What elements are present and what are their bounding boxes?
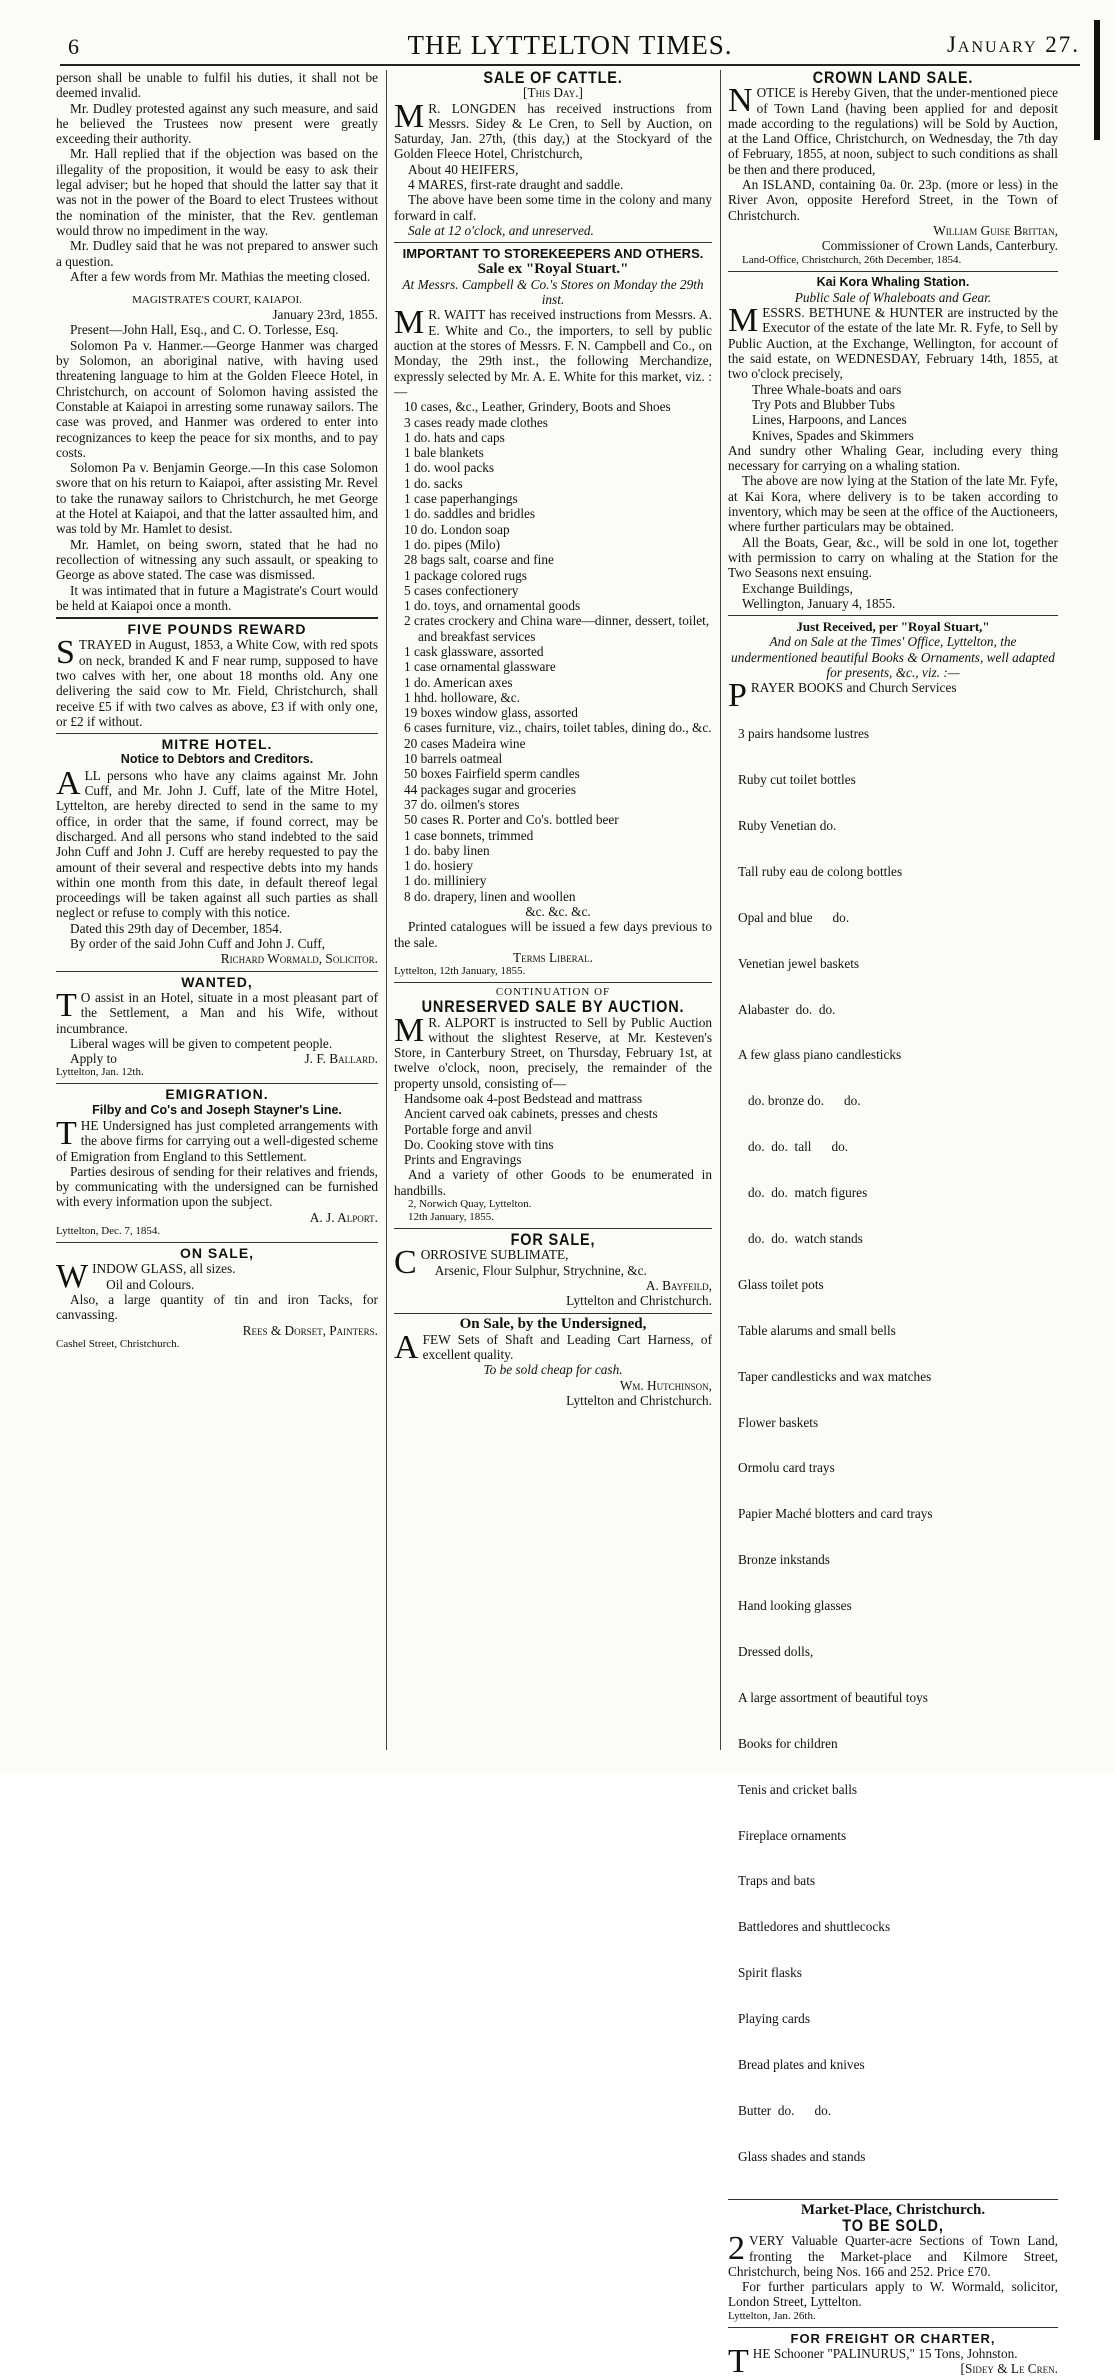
emigration-signature: A. J. Alport. — [309, 1209, 378, 1225]
page-edge-bar — [1094, 20, 1100, 140]
list-item: Try Pots and Blubber Tubs — [752, 396, 895, 412]
report-paragraph: person shall be unable to fulfil his duties, it shall not be deemed invalid. — [56, 70, 378, 101]
cattle-line-2: 4 MARES, first-rate draught and saddle. — [408, 177, 624, 193]
books-list — [728, 696, 1058, 2195]
list-item: Traps and bats — [738, 1873, 816, 1889]
list-item: 1 do. sacks — [404, 475, 463, 491]
masthead — [60, 28, 1080, 58]
emigration-subheading: Filby and Co's and Joseph Stayner's Line. — [92, 1102, 342, 1117]
list-item: Alabaster do. do. — [738, 1001, 836, 1017]
emigration-place: Lyttelton, Dec. 7, 1854. — [56, 1225, 161, 1238]
court-paragraph: Solomon Pa v. Benjamin George.—In this case Solomon swore that on his return to Kaiapoi, after assisting Mr. Revel to take the runaway sailors to Christchurch, he met George at the Hotel at Kaiapoi, and that the latter assaulted him, and was told by Mr. Hamlet to desist. — [56, 460, 378, 537]
list-item: 1 do. pipes (Milo) — [404, 536, 501, 552]
list-item: Do. Cooking stove with tins — [404, 1136, 554, 1152]
forsale-line-1: ORROSIVE SUBLIMATE, — [420, 1247, 569, 1263]
list-item: Papier Maché blotters and card trays — [738, 1506, 933, 1522]
list-item: 2 crates crockery and China ware—dinner, dessert, toilet, and breakfast services — [404, 613, 710, 644]
list-item: 1 hhd. holloware, &c. — [404, 689, 520, 705]
whaling-place-1: Exchange Buildings, — [742, 580, 853, 596]
report-paragraph: Mr. Dudley protested against any such measure, and said he believed the Trustees now present were greatly exceeding their authority. — [56, 100, 378, 147]
forsale-name: A. Bayfeild, — [645, 1277, 712, 1293]
list-item: Opal and blue do. — [738, 909, 850, 925]
list-item: 1 bale blankets — [404, 445, 484, 461]
store-heading: IMPORTANT TO STOREKEEPERS AND OTHERS. — [402, 246, 704, 262]
list-item: 20 cases Madeira wine — [404, 735, 526, 751]
market-body: VERY Valuable Quarter-acre Sections of Town Land, fronting the Market-place and Kilmore Street, Christchurch, being Nos. 166 and 252. Price £70. — [728, 2233, 1058, 2279]
list-item: 1 do. toys, and ornamental goods — [404, 598, 581, 614]
court-present: Present—John Hall, Esq., and C. O. Torlesse, Esq. — [70, 322, 339, 338]
column-divider — [386, 70, 387, 1750]
list-item: 50 cases R. Porter and Co's. bottled beer — [404, 812, 619, 828]
whaling-sub: Public Sale of Whaleboats and Gear. — [794, 289, 992, 305]
list-item: Hand looking glasses — [738, 1598, 852, 1614]
list-item: 1 cask glassware, assorted — [404, 643, 544, 659]
dropcap: T — [56, 986, 77, 1024]
list-item: Ancient carved oak cabinets, presses and chests — [404, 1106, 658, 1122]
mitre-heading: MITRE HOTEL. — [161, 736, 273, 753]
crown-place: Land-Office, Christchurch, 26th December, 1854. — [742, 253, 962, 266]
magistrates-court — [56, 294, 378, 613]
list-item: Portable forge and anvil — [404, 1121, 532, 1137]
list-item: do. do. tall do. — [738, 1139, 849, 1155]
onsale-line-1: INDOW GLASS, all sizes. — [92, 1261, 236, 1277]
mitre-dated: Dated this 29th day of December, 1854. — [70, 920, 283, 936]
court-paragraph: Mr. Hamlet, on being sworn, stated that he had no recollection of witnessing any such assault, or speaking to George as above stated. The case was dismissed. — [56, 536, 378, 583]
list-item: 44 packages sugar and groceries — [404, 781, 577, 797]
merchandise-list — [394, 399, 712, 919]
wanted-body: O assist in an Hotel, situate in a most pleasant part of the Settlement, a Man and his Wife, without incumbrance. — [56, 989, 378, 1036]
for-sale-advert — [394, 1232, 712, 1308]
dropcap: W — [56, 1258, 89, 1296]
crown-name: William Guise Brittan, — [933, 222, 1058, 238]
report-paragraph: Mr. Hall replied that if the objection was based on the illegality of the proposition, it would be easy to ask their legal adviser; but he hoped that should the latter say that it was not in the power of the Board to elect Trustees without the nomination of the minister, that the Rev. gentleman would throw no impediment in the way. — [56, 146, 378, 238]
list-item: Knives, Spades and Skimmers — [752, 427, 914, 443]
onsale-signature: Rees & Dorset, Painters. — [242, 1322, 378, 1338]
freight-heading: FOR FREIGHT OR CHARTER, — [790, 2330, 996, 2346]
list-item: 1 package colored rugs — [404, 567, 527, 583]
whaling-advert — [728, 275, 1058, 612]
page-number: 6 — [68, 34, 79, 59]
list-item: 1 do. baby linen — [404, 842, 490, 858]
list-item: 1 do. wool packs — [404, 460, 495, 476]
list-item: Bronze inkstands — [738, 1552, 830, 1568]
list-item: A large assortment of beautiful toys — [738, 1689, 928, 1705]
emigration-body-2: Parties desirous of sending for their relatives and friends, by communicating with the undersigned can be furnished with every information upon the subject. — [56, 1163, 378, 1210]
cattle-sub: [This Day.] — [523, 85, 583, 101]
list-item: 10 barrels oatmeal — [404, 751, 503, 767]
store-terms: Terms Liberal. — [513, 949, 593, 965]
list-item: 8 do. drapery, linen and woollen — [404, 888, 576, 904]
list-item: Fireplace ornaments — [738, 1827, 847, 1843]
list-item: 10 cases, &c., Leather, Grindery, Boots and Shoes — [404, 399, 671, 415]
list-item: Spirit flasks — [738, 1965, 802, 1981]
wanted-wages: Liberal wages will be given to competent people. — [70, 1035, 333, 1051]
issue-date: January 27. — [946, 32, 1080, 57]
crown-island: An ISLAND, containing 0a. 0r. 23p. (more or less) in the River Avon, opposite Hereford Street, in the Town of Christchurch. — [728, 177, 1058, 223]
dropcap: A — [56, 764, 81, 802]
list-item: 1 do. hats and caps — [404, 429, 505, 445]
freight-advert — [728, 2330, 1058, 2380]
dropcap: M — [728, 302, 759, 340]
dropcap: T — [56, 1115, 77, 1152]
list-item: 6 cases furniture, viz., chairs, toilet tables, dining do., &c. — [404, 720, 712, 736]
harness-advert — [394, 1317, 712, 1409]
mitre-order: By order of the said John Cuff and John J. Cuff, — [70, 936, 326, 952]
mitre-subheading: Notice to Debtors and Creditors. — [120, 752, 314, 767]
list-item: Playing cards — [738, 2011, 811, 2027]
books-heading: Just Received, per "Royal Stuart," — [796, 619, 990, 635]
list-item: Butter do. do. — [738, 2102, 832, 2118]
dropcap: A — [394, 1328, 419, 1366]
auction-body: R. ALPORT is instructed to Sell by Public Auction without the slightest Reserve, at Mr. Kesteven's Store, in Canterbury Street, on Thursday, February 1st, at twelve o'clock, noon, precisely, the remainder of the property unsold, consisting of— — [394, 1014, 712, 1091]
list-item: 3 pairs handsome lustres — [738, 726, 870, 742]
mitre-hotel-advert — [56, 737, 378, 966]
whaling-body-3: The above are now lying at the Station of the late Mr. Fyfe, at Kai Kora, where delivery is to be taken according to inventory, which may be seen at the office of the Auctioneers, where further particulars may be obtained. — [728, 473, 1058, 535]
store-catalogues: Printed catalogues will be issued a few days previous to the sale. — [394, 919, 712, 950]
onsale-line-2: Oil and Colours. — [106, 1276, 195, 1292]
emigration-heading: EMIGRATION. — [165, 1086, 269, 1103]
cattle-line-1: About 40 HEIFERS, — [408, 161, 519, 177]
list-item: 50 boxes Fairfield sperm candles — [404, 766, 580, 782]
list-item: Ormolu card trays — [738, 1460, 835, 1476]
list-item: do. bronze do. do. — [738, 1093, 861, 1109]
window-glass-advert — [56, 1246, 378, 1351]
dropcap: P — [728, 677, 747, 715]
list-item: Flower baskets — [738, 1414, 819, 1430]
list-item: 1 do. milliniery — [404, 873, 487, 889]
forsale-line-2: Arsenic, Flour Sulphur, Strychnine, &c. — [434, 1262, 647, 1278]
wanted-place: Lyttelton, Jan. 12th. — [56, 1066, 144, 1079]
market-heading: Market-Place, Christchurch. — [800, 2201, 986, 2218]
board-report — [56, 70, 378, 284]
dropcap: M — [394, 97, 425, 135]
list-item: do. do. watch stands — [738, 1230, 863, 1246]
list-item: Ruby Venetian do. — [738, 817, 837, 833]
whaling-list — [728, 382, 1058, 443]
list-item: 37 do. oilmen's stores — [404, 796, 520, 812]
list-item: 1 case ornamental glassware — [404, 659, 556, 675]
market-place: Lyttelton, Jan. 26th. — [728, 2309, 816, 2322]
list-item: 5 cases confectionery — [404, 582, 519, 598]
market-sub: TO BE SOLD, — [842, 2215, 944, 2235]
store-place: Lyttelton, 12th January, 1855. — [394, 965, 526, 978]
list-item: Three Whale-boats and oars — [752, 381, 902, 397]
list-item: 1 do. American axes — [404, 674, 513, 690]
whaling-body-2: And sundry other Whaling Gear, including every thing necessary for carrying on a whaling station. — [728, 442, 1058, 474]
dropcap: 2 — [728, 2230, 745, 2268]
auction-kicker: CONTINUATION OF — [495, 986, 611, 999]
whaling-body-4: All the Boats, Gear, &c., will be sold in one lot, together with permission to carry on whaling at the Station for the Two Seasons next ensuing. — [728, 534, 1058, 581]
list-item: Battledores and shuttlecocks — [738, 1919, 891, 1935]
freight-agent: [Sidey & Le Cren. — [960, 2361, 1058, 2377]
reward-heading: FIVE POUNDS REWARD — [127, 621, 307, 638]
column-3 — [728, 68, 1058, 2380]
dropcap: T — [728, 2343, 749, 2380]
dropcap: M — [394, 1011, 425, 1049]
books-sub: And on Sale at the Times' Office, Lyttelton, the undermentioned beautiful Books & Ornaments, well adapted for presents, &c., viz. :— — [731, 634, 1055, 680]
list-item: Books for children — [738, 1735, 838, 1751]
market-place-advert — [728, 2203, 1058, 2323]
storekeepers-advert — [394, 246, 712, 978]
list-item: 10 do. London soap — [404, 521, 510, 537]
mitre-signature: Richard Wormald, Solicitor. — [220, 951, 378, 967]
list-item: Ruby cut toilet bottles — [738, 772, 856, 788]
list-item: 1 case bonnets, trimmed — [404, 827, 534, 843]
list-item: 19 boxes window glass, assorted — [404, 705, 578, 721]
onsale-heading: ON SALE, — [179, 1245, 255, 1262]
wanted-advert — [56, 975, 378, 1080]
dropcap: N — [728, 82, 753, 120]
list-item: A few glass piano candlesticks — [738, 1047, 902, 1063]
column-2 — [394, 70, 712, 1408]
list-item: Dressed dolls, — [738, 1643, 814, 1659]
report-paragraph: After a few words from Mr. Mathias the meeting closed. — [70, 268, 371, 284]
list-item: Taper candlesticks and wax matches — [738, 1368, 932, 1384]
dropcap: M — [394, 304, 425, 342]
onsale-body: Also, a large quantity of tin and iron Tacks, for canvassing. — [56, 1291, 378, 1323]
harness-name: Wm. Hutchinson, — [619, 1377, 712, 1393]
unreserved-auction-advert — [394, 986, 712, 1224]
list-item: Tall ruby eau de colong bottles — [738, 863, 903, 879]
list-item: Prints and Engravings — [404, 1152, 522, 1168]
auction-body-2: And a variety of other Goods to be enumerated in handbills. — [394, 1167, 712, 1198]
reward-advert — [56, 622, 378, 729]
list-item: 1 do. hosiery — [404, 858, 474, 874]
report-paragraph: Mr. Dudley said that he was not prepared to answer such a question. — [56, 238, 378, 269]
whaling-body: ESSRS. BETHUNE & HUNTER are instructed by the Executor of the estate of the late Mr. R. Fyfe, to Sell by Public Auction, at the Exchange, Wellington, for account of the said estate, on WEDNESDAY, February 14th, 1855, at two o'clock precisely, — [728, 305, 1058, 382]
dropcap: C — [394, 1244, 417, 1282]
store-body: R. WAITT has received instructions from Messrs. A. E. White and Co., the importers, to sell by public auction at the stores of Messrs. F. N. Campbell and Co., on Monday, the 29th inst., the following Merchandize, expressly selected by Mr. A. E. White for this market, viz. :— — [394, 307, 712, 399]
cattle-body-2: The above have been some time in the colony and many forward in calf. — [394, 192, 712, 223]
list-item: 3 cases ready made clothes — [404, 414, 548, 430]
crown-body: OTICE is Hereby Given, that the under-mentioned piece of Town Land (having been applied for and deposit made according to the regulations) will be Sold by Auction, at the Land Office, Christchurch, on Wednesday, the 7th day of February, 1855, at noon, subject to such conditions as shall be then and there produced, — [728, 85, 1058, 177]
store-sale-ex: Sale ex "Royal Stuart." — [477, 260, 629, 277]
forsale-heading: FOR SALE, — [510, 1230, 596, 1250]
cattle-sale-time: Sale at 12 o'clock, and unreserved. — [408, 222, 594, 238]
whaling-place-2: Wellington, January 4, 1855. — [742, 595, 896, 611]
newspaper-title: THE LYTTELTON TIMES. — [407, 30, 733, 60]
auction-date: 12th January, 1855. — [408, 1211, 495, 1224]
masthead-rule — [60, 64, 1080, 66]
crown-title: Commissioner of Crown Lands, Canterbury. — [821, 238, 1058, 254]
list-item: Tenis and cricket balls — [738, 1781, 858, 1797]
market-apply: For further particulars apply to W. Wormald, solicitor, London Street, Lyttelton. — [728, 2279, 1058, 2310]
list-item: 1 do. saddles and bridles — [404, 506, 536, 522]
wanted-apply: Apply to — [70, 1051, 117, 1067]
list-item: do. do. match figures — [738, 1185, 868, 1201]
court-paragraph: It was intimated that in future a Magistrate's Court would be held at Kaiapoi once a month. — [56, 582, 378, 613]
emigration-advert — [56, 1087, 378, 1238]
list-item: Glass shades and stands — [738, 2148, 866, 2164]
freight-body: HE Schooner "PALINURUS," 15 Tons, Johnston. — [752, 2346, 1018, 2362]
list-item: 28 bags salt, coarse and fine — [404, 552, 554, 568]
mitre-body: LL persons who have any claims against Mr. John Cuff, and Mr. John J. Cuff, late of the Mitre Hotel, Lyttelton, are hereby directed to send in the same to my office, in order that the same, if found correct, may be discharged. And all persons who stand indebted to the said John Cuff and John J. Cuff are hereby requested to pay the amount of their several and respective debts into my hands within one month from this date, in default thereof legal proceedings will be taken against all such parties as shall neglect or refuse to comply with this notice. — [56, 767, 378, 921]
dropcap: S — [56, 634, 75, 672]
list-item: Handsome oak 4-post Bedstead and mattrass — [404, 1091, 643, 1106]
forsale-place: Lyttelton and Christchurch. — [566, 1293, 712, 1309]
store-at: At Messrs. Campbell & Co.'s Stores on Monday the 29th inst. — [402, 276, 704, 308]
auction-place: 2, Norwich Quay, Lyttelton. — [408, 1198, 532, 1211]
auction-heading: UNRESERVED SALE BY AUCTION. — [421, 997, 685, 1017]
wanted-name: J. F. Ballard. — [304, 1051, 378, 1067]
list-item: Glass toilet pots — [738, 1276, 824, 1292]
crown-heading: CROWN LAND SALE. — [812, 68, 974, 87]
harness-heading: On Sale, by the Undersigned, — [459, 1315, 647, 1332]
list-item: 1 case paperhangings — [404, 491, 518, 507]
books-line-1: RAYER BOOKS and Church Services — [750, 680, 957, 696]
harness-body: FEW Sets of Shaft and Leading Cart Harness, of excellent quality. — [422, 1331, 712, 1363]
harness-cheap: To be sold cheap for cash. — [483, 1362, 623, 1378]
column-1 — [56, 70, 378, 1351]
wanted-heading: WANTED, — [181, 973, 253, 990]
whaling-heading: Kai Kora Whaling Station. — [816, 274, 970, 289]
court-paragraph: Solomon Pa v. Hanmer.—George Hanmer was charged by Solomon, an aboriginal native, with having used threatening language to him at the Golden Fleece Hotel, in Christchurch, on account of Solomon having assisted the Constable at Kaiapoi in arresting some runaway sailors. The case was proved, and Hanmer was ordered to enter into recognizances to keep the peace for six months, and to pay costs. — [56, 337, 378, 460]
court-date: January 23rd, 1855. — [272, 307, 378, 323]
emigration-body: HE Undersigned has just completed arrangements with the above firms for carrying out a well-digested scheme of Emigration from England to this Settlement. — [56, 1118, 378, 1164]
cattle-advert — [394, 70, 712, 238]
court-heading: MAGISTRATE'S COURT, KAIAPOI. — [132, 294, 302, 307]
cattle-heading: SALE OF CATTLE. — [483, 68, 623, 87]
list-item: &c. &c. &c. — [525, 904, 591, 920]
auction-list — [394, 1091, 712, 1167]
list-item: Venetian jewel baskets — [738, 955, 860, 971]
list-item: Lines, Harpoons, and Lances — [752, 412, 907, 428]
reward-body: TRAYED in August, 1853, a White Cow, with red spots on neck, branded K and F near rump, supposed to have two calves with her, one about 18 months old. Any one delivering the said cow to Mr. Field, Christchurch, shall receive £5 if with two calves as above, £3 if with only one, or £2 if without. — [56, 637, 378, 729]
onsale-place: Cashel Street, Christchurch. — [56, 1337, 180, 1350]
books-ornaments-advert — [728, 619, 1058, 2195]
cattle-body: R. LONGDEN has received instructions from Messrs. Sidey & Le Cren, to Sell by Auction, on Saturday, Jan. 27th, (this day,) at the Stockyard of the Golden Fleece Hotel, Christchurch, — [394, 100, 712, 162]
harness-place: Lyttelton and Christchurch. — [566, 1393, 712, 1409]
list-item: Bread plates and knives — [738, 2057, 865, 2072]
crown-land-advert — [728, 70, 1058, 267]
list-item: Table alarums and small bells — [738, 1322, 896, 1338]
column-divider — [720, 70, 721, 1750]
